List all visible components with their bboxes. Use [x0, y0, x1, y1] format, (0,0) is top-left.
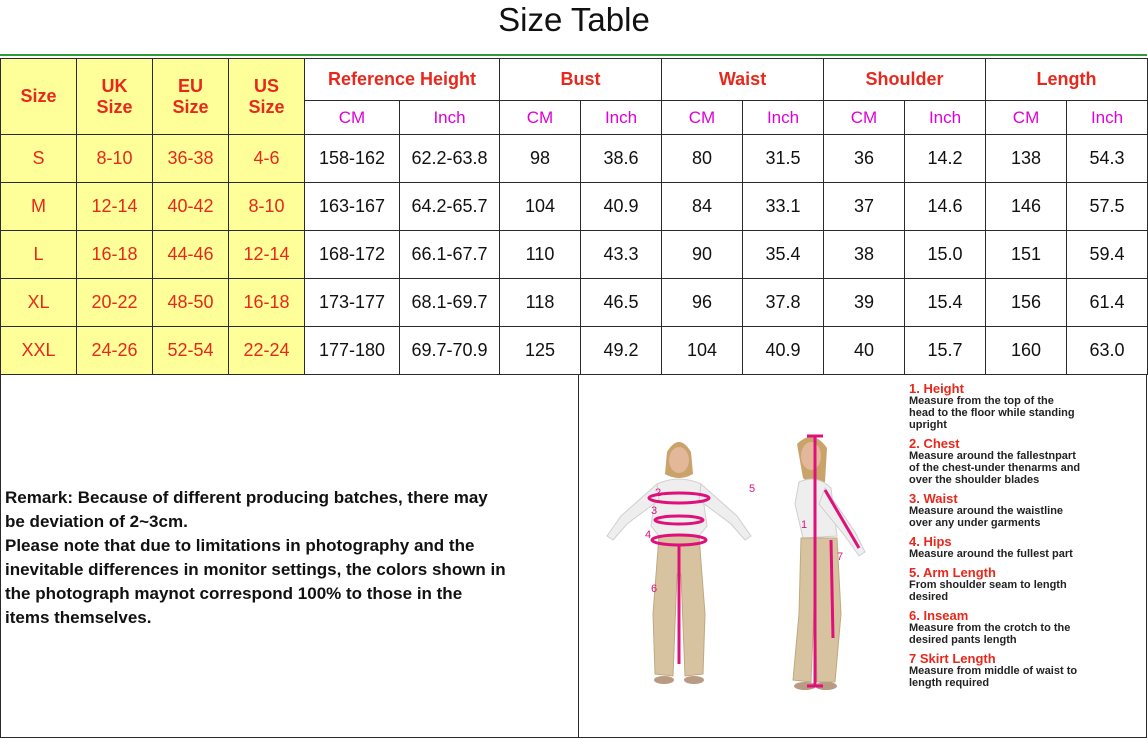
cell-size: XXL: [1, 327, 77, 375]
cell-waist-inch: 33.1: [743, 183, 824, 231]
us-size-header: US Size: [229, 59, 305, 135]
unit-cm: CM: [824, 101, 905, 135]
measure-item-chest: 2. Chest Measure around the fallestnpart of the chest-under thenarms and over the shoulder blades: [909, 436, 1081, 486]
cell-us-size: 22-24: [229, 327, 305, 375]
label-7: 7: [837, 551, 844, 563]
remark-line: Please note that due to limitations in photography and the: [5, 536, 475, 555]
cell-waist-inch: 40.9: [743, 327, 824, 375]
cell-length-inch: 57.5: [1067, 183, 1148, 231]
size-header: Size: [1, 59, 77, 135]
cell-height-inch: 64.2-65.7: [400, 183, 500, 231]
cell-size: XL: [1, 279, 77, 327]
size-chart-frame: [0, 54, 1147, 739]
cell-bust-cm: 118: [500, 279, 581, 327]
cell-uk-size: 16-18: [77, 231, 153, 279]
cell-height-inch: 62.2-63.8: [400, 135, 500, 183]
cell-uk-size: 24-26: [77, 327, 153, 375]
cell-eu-size: 52-54: [153, 327, 229, 375]
cell-us-size: 16-18: [229, 279, 305, 327]
unit-inch: Inch: [400, 101, 500, 135]
body-measurement-figures: [579, 424, 899, 724]
cell-shoulder-cm: 39: [824, 279, 905, 327]
cell-shoulder-inch: 15.0: [905, 231, 986, 279]
cell-waist-cm: 90: [662, 231, 743, 279]
cell-length-inch: 54.3: [1067, 135, 1148, 183]
measure-item-skirt-length: 7 Skirt Length Measure from middle of waist to length required: [909, 651, 1078, 689]
cell-shoulder-inch: 14.6: [905, 183, 986, 231]
label-3: 3: [651, 505, 658, 517]
label-5: 5: [749, 483, 756, 495]
unit-cm: CM: [662, 101, 743, 135]
cell-size: S: [1, 135, 77, 183]
cell-size: M: [1, 183, 77, 231]
cell-eu-size: 44-46: [153, 231, 229, 279]
uk-size-header: UK Size: [77, 59, 153, 135]
cell-length-cm: 160: [986, 327, 1067, 375]
table-row: [1, 279, 1148, 327]
cell-waist-cm: 80: [662, 135, 743, 183]
cell-waist-cm: 84: [662, 183, 743, 231]
cell-waist-cm: 96: [662, 279, 743, 327]
unit-cm: CM: [986, 101, 1067, 135]
unit-cm: CM: [305, 101, 400, 135]
unit-inch: Inch: [743, 101, 824, 135]
remark-text: [5, 486, 579, 630]
cell-us-size: 12-14: [229, 231, 305, 279]
length-header: Length: [986, 59, 1148, 101]
cell-waist-cm: 104: [662, 327, 743, 375]
cell-bust-cm: 125: [500, 327, 581, 375]
cell-bust-inch: 43.3: [581, 231, 662, 279]
cell-size: L: [1, 231, 77, 279]
cell-us-size: 8-10: [229, 183, 305, 231]
cell-shoulder-inch: 15.7: [905, 327, 986, 375]
cell-height-cm: 163-167: [305, 183, 400, 231]
measure-item-hips: 4. Hips Measure around the fullest part: [909, 534, 1073, 560]
cell-height-inch: 68.1-69.7: [400, 279, 500, 327]
cell-bust-cm: 110: [500, 231, 581, 279]
cell-shoulder-cm: 38: [824, 231, 905, 279]
remark-line: items themselves.: [5, 608, 152, 627]
cell-uk-size: 12-14: [77, 183, 153, 231]
table-row: [1, 327, 1148, 375]
side-figure: [793, 437, 865, 690]
unit-inch: Inch: [581, 101, 662, 135]
waist-header: Waist: [662, 59, 824, 101]
page-title: Size Table: [498, 1, 650, 38]
eu-size-header: EU Size: [153, 59, 229, 135]
cell-bust-cm: 98: [500, 135, 581, 183]
cell-uk-size: 20-22: [77, 279, 153, 327]
remark-line: the photograph maynot correspond 100% to those in the: [5, 584, 463, 603]
cell-height-cm: 173-177: [305, 279, 400, 327]
measure-item-waist: 3. Waist Measure around the waistline over any under garments: [909, 491, 1064, 529]
cell-uk-size: 8-10: [77, 135, 153, 183]
measure-item-inseam: 6. Inseam Measure from the crotch to the desired pants length: [909, 608, 1071, 646]
cell-length-cm: 138: [986, 135, 1067, 183]
unit-cm: CM: [500, 101, 581, 135]
cell-us-size: 4-6: [229, 135, 305, 183]
cell-shoulder-cm: 37: [824, 183, 905, 231]
cell-eu-size: 40-42: [153, 183, 229, 231]
cell-height-cm: 177-180: [305, 327, 400, 375]
info-section: [0, 374, 1147, 739]
cell-eu-size: 36-38: [153, 135, 229, 183]
table-row: [1, 135, 1148, 183]
measure-item-height: 1. Height Measure from the top of the head to the floor while standing upright: [909, 381, 1075, 431]
cell-bust-cm: 104: [500, 183, 581, 231]
label-1: 1: [801, 519, 808, 531]
cell-waist-inch: 31.5: [743, 135, 824, 183]
cell-bust-inch: 46.5: [581, 279, 662, 327]
measurement-guide: [579, 374, 1147, 738]
cell-shoulder-inch: 15.4: [905, 279, 986, 327]
cell-length-inch: 63.0: [1067, 327, 1148, 375]
table-row: [1, 231, 1148, 279]
table-row: [1, 183, 1148, 231]
cell-shoulder-cm: 40: [824, 327, 905, 375]
unit-inch: Inch: [905, 101, 986, 135]
cell-length-inch: 59.4: [1067, 231, 1148, 279]
cell-height-cm: 158-162: [305, 135, 400, 183]
reference-height-header: Reference Height: [305, 59, 500, 101]
label-2: 2: [655, 487, 662, 499]
cell-waist-inch: 35.4: [743, 231, 824, 279]
remark-line: inevitable differences in monitor settings, the colors shown in: [5, 560, 506, 579]
label-4: 4: [645, 529, 652, 541]
size-table: [0, 58, 1148, 375]
cell-height-inch: 66.1-67.7: [400, 231, 500, 279]
cell-bust-inch: 40.9: [581, 183, 662, 231]
cell-waist-inch: 37.8: [743, 279, 824, 327]
label-6: 6: [651, 583, 658, 595]
unit-inch: Inch: [1067, 101, 1148, 135]
cell-length-cm: 156: [986, 279, 1067, 327]
cell-bust-inch: 38.6: [581, 135, 662, 183]
remark-line: be deviation of 2~3cm.: [5, 512, 188, 531]
header-row-1: [1, 59, 1148, 101]
cell-eu-size: 48-50: [153, 279, 229, 327]
remark-box: [0, 374, 579, 738]
bust-header: Bust: [500, 59, 662, 101]
cell-height-inch: 69.7-70.9: [400, 327, 500, 375]
cell-length-inch: 61.4: [1067, 279, 1148, 327]
measure-item-arm-length: 5. Arm Length From shoulder seam to length desired: [909, 565, 1067, 603]
cell-bust-inch: 49.2: [581, 327, 662, 375]
measurement-instructions: [909, 382, 1139, 695]
cell-shoulder-cm: 36: [824, 135, 905, 183]
cell-length-cm: 151: [986, 231, 1067, 279]
cell-shoulder-inch: 14.2: [905, 135, 986, 183]
shoulder-header: Shoulder: [824, 59, 986, 101]
cell-length-cm: 146: [986, 183, 1067, 231]
cell-height-cm: 168-172: [305, 231, 400, 279]
remark-line: Remark: Because of different producing batches, there may: [5, 488, 488, 507]
